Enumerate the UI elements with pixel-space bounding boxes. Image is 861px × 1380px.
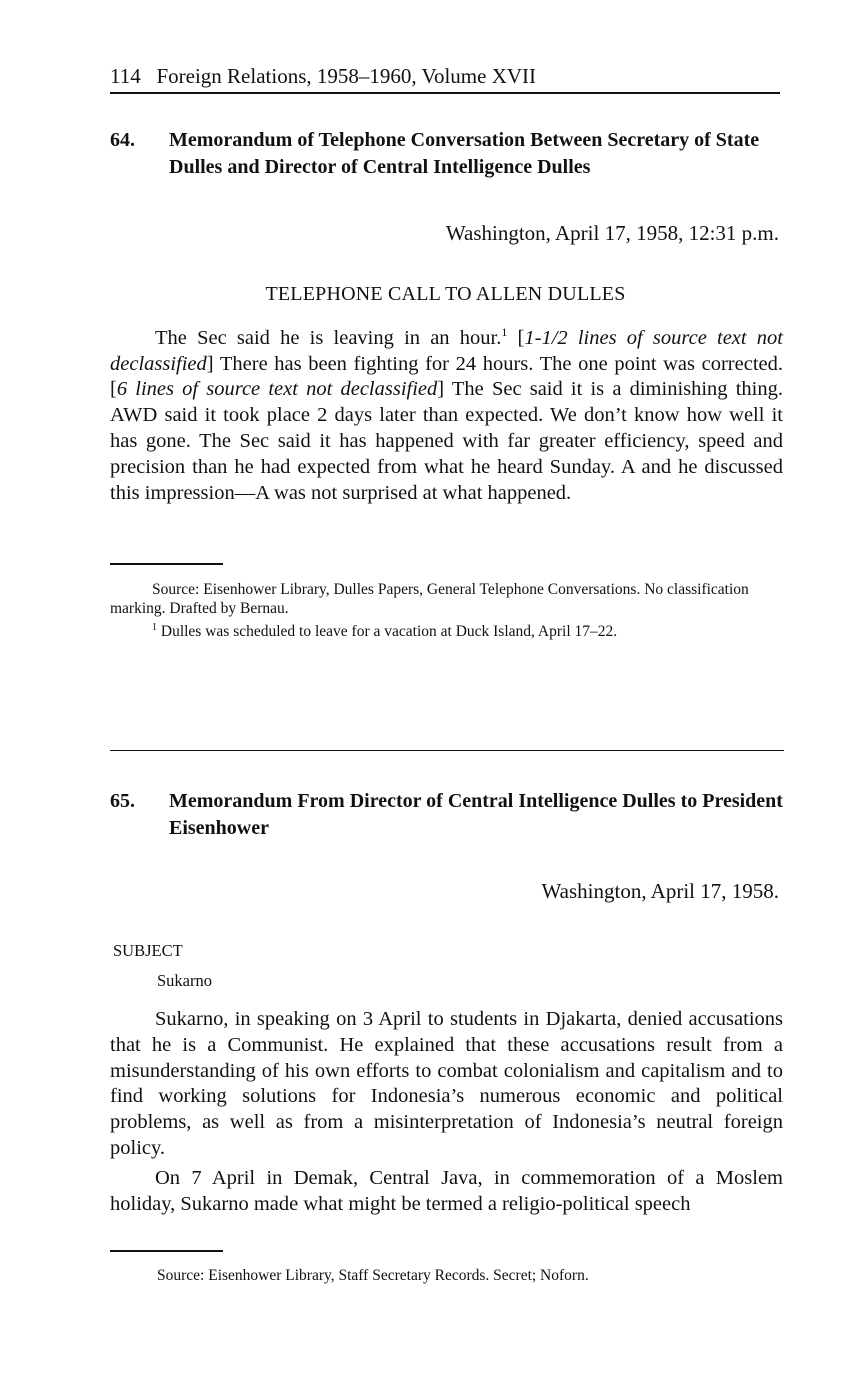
doc64-number: 64. (110, 129, 135, 151)
doc64-footnotes (110, 580, 785, 641)
doc65-title: Memorandum From Director of Central Intelligence Dulles to President Eisenhower (169, 790, 783, 839)
doc64-footnote-rule (110, 563, 223, 565)
doc64-footnote-1 (110, 618, 785, 641)
doc65-footnotes (110, 1266, 785, 1285)
doc65-body (110, 1007, 783, 1217)
subject-value: Sukarno (157, 971, 212, 990)
doc65-paragraph-1: Sukarno, in speaking on 3 April to students in Djakarta, denied accusations that he is a Communist. He explained that these accusations result from a misunderstanding of his own efforts to combat colonialism and capitalism and to find working solutions for Indonesia’s numerous economic and political problems, as well as from a misinterpretation of Indonesia’s neutral foreign policy. (110, 1008, 783, 1159)
doc65-dateline: Washington, April 17, 1958. (541, 879, 779, 903)
doc64-title: Memorandum of Telephone Conversation Between Secretary of State Dulles and Director of Central Intelligence Dulles (169, 129, 760, 178)
doc64-source-note: Source: Eisenhower Library, Dulles Papers, General Telephone Conversations. No classification marking. Drafted by Bernau. (110, 581, 749, 617)
doc65-number: 65. (110, 790, 135, 812)
doc64-text-d: ] The Sec said it is a diminishing thing. AWD said it took place 2 days later than expected. We don’t know how well it has gone. The Sec said it has happened with far greater efficiency, speed and precision than he had expected from what he heard Sunday. A and he discussed this impression—A was not surprised at what happened. (110, 378, 784, 504)
running-head: 114 Foreign Relations, 1958–1960, Volume XVII (110, 62, 780, 94)
doc65-footnote-rule (110, 1250, 223, 1252)
doc64-text-c: ] There has been fighting for 24 hours. The one point was corrected. [ (110, 352, 783, 401)
doc65-source-note: Source: Eisenhower Library, Staff Secretary Records. Secret; Noforn. (157, 1267, 589, 1284)
doc64-text-b: [ (507, 326, 525, 349)
section-divider (110, 750, 784, 751)
subject-label: SUBJECT (113, 941, 183, 960)
doc64-body (110, 320, 783, 506)
doc64-editorial-note-2: 6 lines of source text not declassified (116, 378, 438, 401)
doc64-editorial-note-1: 1-1/2 lines of source text not declassified (110, 326, 783, 375)
doc64-dateline: Washington, April 17, 1958, 12:31 p.m. (445, 221, 779, 245)
footnote-reference: 1 (501, 325, 508, 339)
footnote-mark: 1 (152, 622, 157, 633)
doc64-paragraph (110, 320, 783, 506)
doc65-heading (110, 788, 790, 842)
doc64-heading (110, 127, 790, 181)
doc64-call-title: TELEPHONE CALL TO ALLEN DULLES (265, 283, 626, 305)
footnote-text: Dulles was scheduled to leave for a vacation at Duck Island, April 17–22. (157, 623, 618, 641)
doc65-paragraph-2: On 7 April in Demak, Central Java, in commemoration of a Moslem holiday, Sukarno made what might be termed a religio-political speech (110, 1166, 783, 1215)
doc64-text-a: The Sec said he is leaving in an hour. (155, 326, 502, 349)
